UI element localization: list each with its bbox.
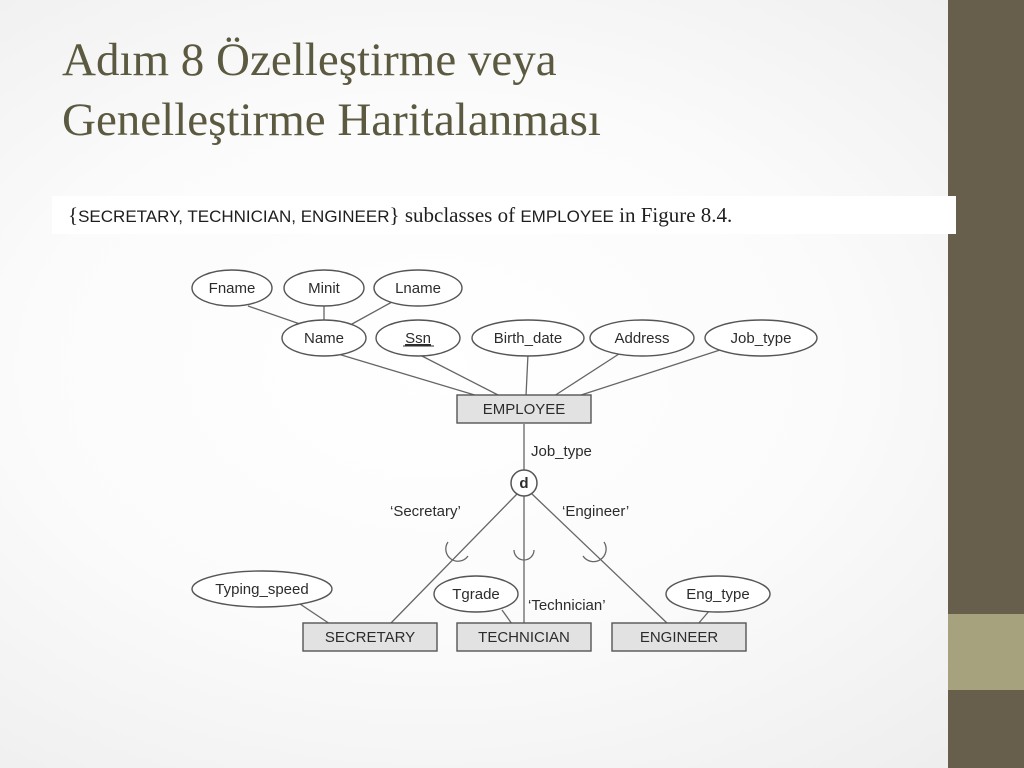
- svg-text:ENGINEER: ENGINEER: [639, 629, 719, 646]
- svg-text:SECRETARY: SECRETARY: [324, 629, 416, 646]
- svg-text:Typing_speed: Typing_speed: [215, 581, 309, 598]
- disjoint-circle: [511, 470, 537, 496]
- attr-fname: [192, 270, 272, 306]
- svg-text:Name: Name: [303, 330, 345, 347]
- svg-text:EMPLOYEE: EMPLOYEE: [482, 401, 566, 418]
- caption-subclasses: SECRETARY, TECHNICIAN, ENGINEER: [78, 207, 390, 226]
- svg-text:Address: Address: [614, 330, 670, 347]
- attr-minit: [284, 270, 364, 306]
- defining-attribute-label: Job_type: [531, 443, 592, 460]
- caption-open-brace: {: [68, 203, 79, 227]
- line-tgrade-technician: [502, 610, 512, 624]
- line-birthdate-employee: [526, 354, 528, 396]
- entity-engineer: [612, 623, 746, 651]
- entity-employee: [457, 395, 591, 423]
- title-line-1: Adım 8 Özelleştirme veya: [62, 34, 557, 86]
- line-name-employee: [338, 354, 478, 396]
- line-lname-name: [352, 302, 392, 324]
- attr-job-type: [705, 320, 817, 356]
- line-typingspeed-secretary: [300, 604, 330, 624]
- caption-text-mid: subclasses of: [399, 203, 521, 227]
- svg-text:d: d: [519, 475, 529, 492]
- caption-text-end: in Figure 8.4.: [613, 203, 733, 227]
- attr-typing-speed: [192, 571, 332, 607]
- line-fname-name: [248, 306, 300, 324]
- attr-lname: [374, 270, 462, 306]
- svg-text:Fname: Fname: [208, 280, 256, 297]
- svg-text:Eng_type: Eng_type: [686, 586, 750, 603]
- svg-text:TECHNICIAN: TECHNICIAN: [478, 629, 570, 646]
- svg-text:Birth_date: Birth_date: [493, 330, 563, 347]
- attr-tgrade: [434, 576, 518, 612]
- svg-text:Ssn: Ssn: [405, 330, 431, 347]
- condition-engineer: ‘Engineer’: [562, 503, 630, 520]
- svg-text:Lname: Lname: [395, 280, 441, 297]
- title-line-2: Genelleştirme Haritalanması: [62, 94, 601, 146]
- condition-technician: ‘Technician’: [528, 597, 606, 614]
- attr-name: [282, 320, 366, 356]
- caption-superclass: EMPLOYEE: [520, 207, 614, 226]
- line-address-employee: [554, 352, 622, 396]
- svg-text:Job_type: Job_type: [730, 330, 792, 347]
- attr-address: [590, 320, 694, 356]
- attr-eng-type: [666, 576, 770, 612]
- caption-close-brace: }: [389, 203, 400, 227]
- svg-text:Tgrade: Tgrade: [452, 586, 500, 603]
- attr-ssn: [376, 320, 460, 356]
- line-jobtype-employee: [578, 350, 720, 396]
- subset-symbol-engineer: [583, 542, 606, 562]
- svg-text:Minit: Minit: [308, 280, 340, 297]
- condition-secretary: ‘Secretary’: [390, 503, 461, 520]
- entity-secretary: [303, 623, 437, 651]
- entity-technician: [457, 623, 591, 651]
- subset-symbol-secretary: [446, 542, 468, 561]
- attr-birth-date: [472, 320, 584, 356]
